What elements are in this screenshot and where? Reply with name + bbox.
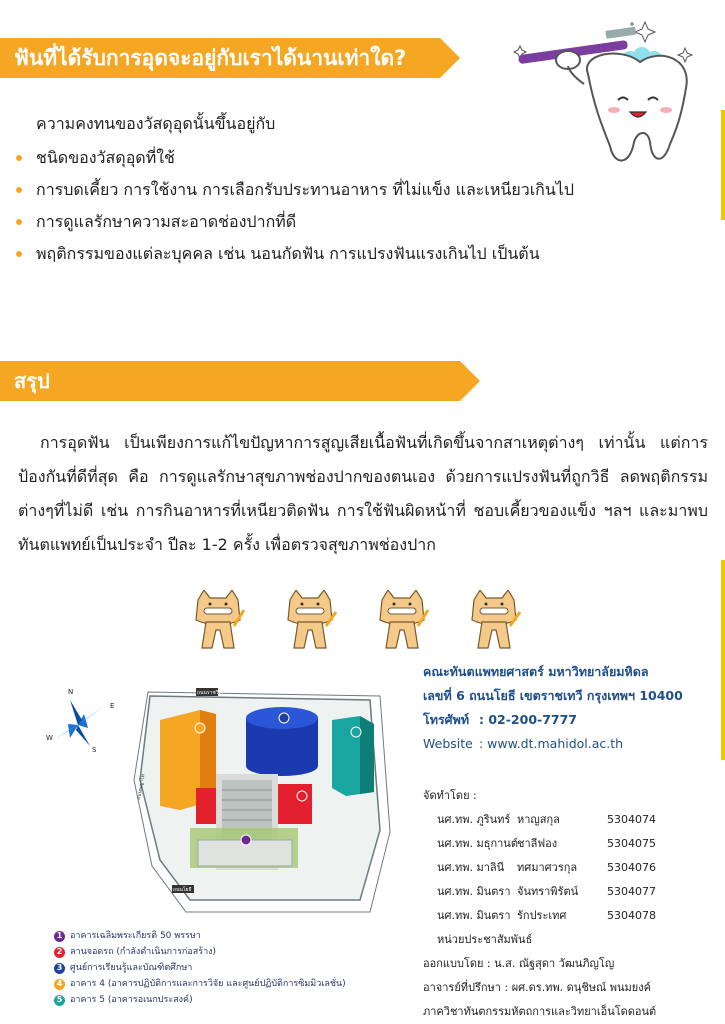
legend-item: 1 อาคารเฉลิมพระเกียรติ 50 พรรษา [54,928,346,944]
designer-credit: ออกแบบโดย : น.ส. ณัฐสุดา วัฒนภิญโญ [423,957,615,970]
road-label: ถนนราชวิถี [197,690,222,696]
org-phone: โทรศัพท์ : 02-200-7777 [423,712,578,727]
cat-icon [190,590,246,652]
member-row: นศ.ทพ. มธุกานต์ ชาลีฟอง 5304075 [437,837,656,850]
member-row: นศ.ทพ. ภูรินทร์ หาญสกุล 5304074 [437,813,656,826]
compass-n: N [68,688,74,696]
map-legend [54,928,346,1008]
org-address: เลขที่ 6 ถนนโยธี เขตราชเทวี กรุงเทพฯ 10400 [423,688,683,703]
cat-icon [466,590,522,652]
credits-block [423,784,656,1024]
summary-paragraph: การอุดฟัน เป็นเพียงการแก้ไขปัญหาการสูญเสียเนื้อฟันที่เกิดขึ้นจากสาเหตุต่างๆ เท่านั้น แต่การป้องกันที่ดีที่สุด คือ การดูแลรักษาสุขภาพช่องปากของตนเอง ด้วยการแปรงฟันที่ถูกวิธี ลดพฤติกรรมต่างๆที่ไม่ดี เช่น การกินอาหารที่เหนียวติดฟัน การใช้ฟันผิดหน้าที่ ชอบเคี้ยวของแข็ง ฯลฯ และมาพบทันตแพทย์เป็นประจำ ปีละ 1-2 ครั้ง เพื่อตรวจสุขภาพช่องปาก [18,433,708,554]
factor-list [14,142,574,270]
cat-icon [374,590,430,652]
section-title: ฟันที่ได้รับการอุดจะอยู่กับเราได้นานเท่าใด? [14,45,407,70]
list-item: พฤติกรรมของแต่ละบุคคล เช่น นอนกัดฟัน การแปรงฟันแรงเกินไป เป็นต้น [14,238,574,270]
building-5 [332,716,374,796]
edge-stripe [721,110,725,220]
advisor-credit: อาจารย์ที่ปรึกษา : ผศ.ดร.ทพ. ดนุชิษณ์ พนมยงค์ [423,981,651,994]
pr-unit: หน่วยประชาสัมพันธ์ [437,933,533,946]
department-credit: ภาควิชาทันตกรรมหัตถการและวิทยาเอ็นโดดอนต์ [423,1005,657,1018]
org-website[interactable]: Website : www.dt.mahidol.ac.th [423,736,624,751]
compass-w: W [46,734,53,742]
member-row: นศ.ทพ. มาลินี ทศมาศวรกุล 5304076 [437,861,656,874]
edge-stripe [721,560,725,760]
compass-e: E [110,702,115,710]
contact-block [423,660,683,756]
campus-map [40,680,400,920]
section-title-banner [0,38,440,78]
org-name: คณะทันตแพทยศาสตร์ มหาวิทยาลัยมหิดล [423,664,649,679]
intro-text: ความคงทนของวัสดุอุดนั้นขึ้นอยู่กับ [36,114,276,133]
section-title: สรุป [14,369,50,393]
cat-icon [282,590,338,652]
credits-heading: จัดทำโดย : [423,789,477,802]
list-item: การบดเคี้ยว การใช้งาน การเลือกรับประทานอาหาร ที่ไม่แข็ง และเหนียวเกินไป [14,174,574,206]
legend-item: 4 อาคาร 4 (อาคารปฏิบัติการและการวิจัย และศูนย์ปฏิบัติการซิมมิวเลชั่น) [54,976,346,992]
road-label: ถนนโยธี [173,887,192,893]
legend-item: 3 ศูนย์การเรียนรู้และบัณฑิตศึกษา [54,960,346,976]
member-row: นศ.ทพ. มินตรา จันทราพิรัตน์ 5304077 [437,885,656,898]
summary-title-banner [0,361,460,401]
building-3 [246,707,318,776]
compass-s: S [92,746,97,754]
legend-item: 2 ลานจอดรถ (กำลังดำเนินการก่อสร้าง) [54,944,346,960]
list-item: การดูแลรักษาความสะอาดช่องปากที่ดี [14,206,574,238]
legend-item: 5 อาคาร 5 (อาคารอเนกประสงค์) [54,992,346,1008]
compass-icon [46,688,114,754]
cat-illustration-row [190,590,522,652]
member-row: นศ.ทพ. มินตรา รักประเทศ 5304078 [437,909,656,922]
list-item: ชนิดของวัสดุอุดที่ใช้ [14,142,574,174]
road-label: ถนนพญาไท [136,773,147,801]
